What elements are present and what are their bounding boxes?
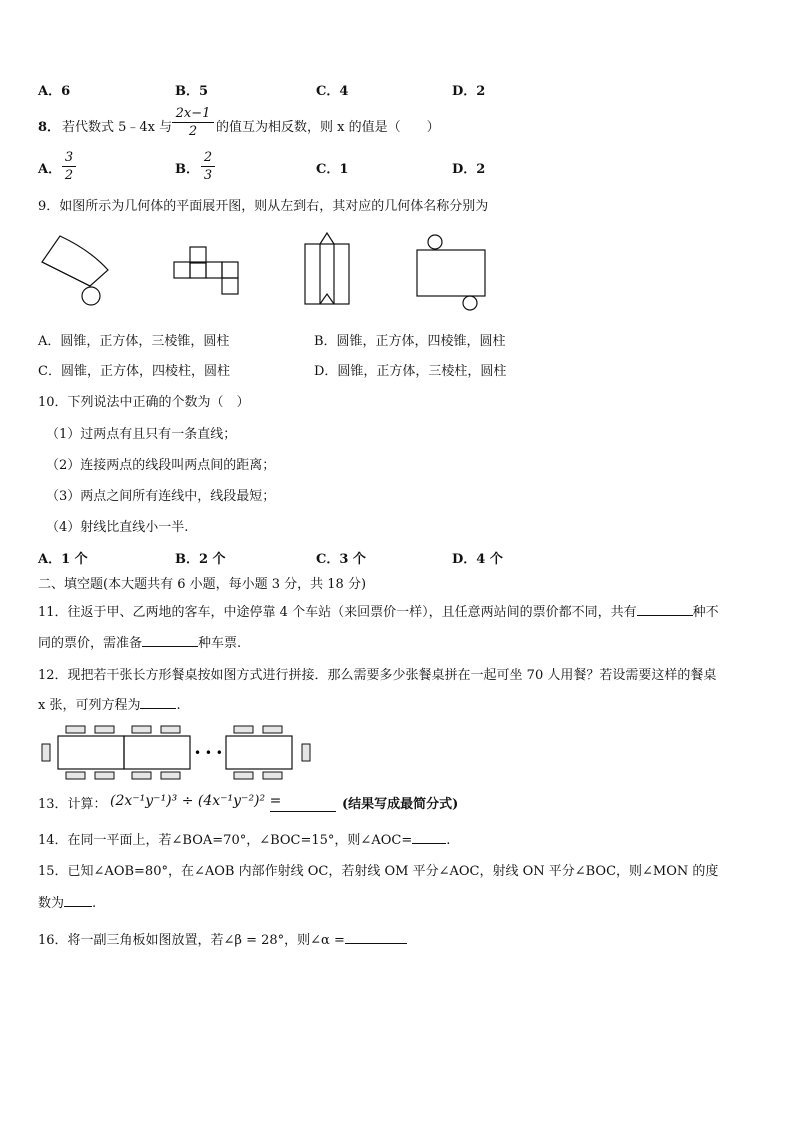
q10-option-d: D．4 个 <box>452 552 503 567</box>
q8-option-a-denominator: 2 <box>64 168 74 183</box>
q7-option-c: C．4 <box>316 84 349 99</box>
q10-option-a: A．1 个 <box>38 552 88 567</box>
q11-line1-post: 种不 <box>692 605 719 620</box>
q10-item-1: （1）过两点有且只有一条直线； <box>46 427 237 442</box>
q8-option-b-denominator: 3 <box>203 168 213 183</box>
q13-label: 13．计算： <box>38 797 107 812</box>
q8-option-c: C．1 <box>316 162 349 177</box>
answer-blank <box>345 943 407 944</box>
q11-line1 <box>38 605 719 621</box>
q8-option-a-label: A． <box>38 162 62 177</box>
q11-line2 <box>38 636 241 652</box>
q10-item-2: （2）连接两点的线段叫两点间的距离； <box>46 458 276 473</box>
q16-pre: 16．将一副三角板如图放置，若∠β = 28°，则∠α = <box>38 933 345 948</box>
q10-option-b: B．2 个 <box>175 552 226 567</box>
q12-line2 <box>38 698 181 714</box>
q8-stem-post: 的值互为相反数，则 x 的值是（ ） <box>216 120 440 135</box>
q8-option-b-label: B． <box>175 162 199 177</box>
q7-option-b: B．5 <box>175 84 209 99</box>
prism-net-figure <box>304 232 352 306</box>
q11-line2-post: 种车票. <box>198 636 242 651</box>
q9-option-b: B．圆锥，正方体，四棱锥，圆柱 <box>314 334 506 349</box>
q12-line2-post: . <box>176 698 181 713</box>
q13-note: (结果写成最简分式) <box>342 797 459 812</box>
q9-stem: 9．如图所示为几何体的平面展开图，则从左到右，其对应的几何体名称分别为 <box>38 199 489 214</box>
q15-line2 <box>38 896 96 912</box>
q13-expression: (2x⁻¹y⁻¹)³ ÷ (4x⁻¹y⁻²)² = <box>110 793 282 809</box>
fraction-bar <box>62 166 76 167</box>
q8-fraction-numerator: 2x−1 <box>175 106 211 121</box>
q15-line2-post: . <box>92 896 97 911</box>
answer-blank <box>64 906 92 907</box>
q8-option-d: D．2 <box>452 162 486 177</box>
q7-option-d: D．2 <box>452 84 486 99</box>
q8-number: 8． <box>38 120 61 135</box>
q8-option-b-fraction <box>201 150 215 183</box>
q8-option-a-fraction <box>62 150 76 183</box>
q11-line1-pre: 11．往返于甲、乙两地的客车，中途停靠 4 个车站（来回票价一样），且任意两站间的票价都不同，共有 <box>38 605 637 620</box>
fraction-bar <box>201 166 215 167</box>
answer-blank <box>270 797 336 812</box>
q8-option-a-numerator: 3 <box>64 150 74 165</box>
q9-option-c: C．圆锥，正方体，四棱柱，圆柱 <box>38 364 230 379</box>
q9-option-d: D．圆锥，正方体，三棱柱，圆柱 <box>314 364 507 379</box>
cube-net-figure <box>174 247 242 297</box>
q8-fraction <box>172 106 214 139</box>
q11-line2-pre: 同的票价，需准备 <box>38 636 143 651</box>
q8-option-b-numerator: 2 <box>203 150 213 165</box>
q9-option-a: A．圆锥，正方体，三棱锥，圆柱 <box>38 334 230 349</box>
fraction-bar <box>172 122 214 123</box>
dining-tables-figure <box>40 724 312 784</box>
q14-pre: 14．在同一平面上，若∠BOA=70°，∠BOC=15°，则∠AOC= <box>38 833 413 848</box>
q14-post: . <box>446 833 451 848</box>
q15-line2-pre: 数为 <box>38 896 65 911</box>
cone-net-figure <box>38 230 118 310</box>
answer-blank <box>412 843 446 844</box>
cylinder-net-figure <box>416 234 488 314</box>
q15-line1: 15．已知∠AOB=80°，在∠AOB 内部作射线 OC，若射线 OM 平分∠AOC，射线 ON 平分∠BOC，则∠MON 的度 <box>38 864 719 879</box>
q10-item-4: （4）射线比直线小一半. <box>46 520 189 535</box>
answer-blank <box>142 646 198 647</box>
q8-stem-pre: 若代数式 5﹣4x 与 <box>62 120 173 135</box>
q16-line <box>38 933 407 949</box>
q12-line2-pre: x 张，可列方程为 <box>38 698 141 713</box>
answer-blank <box>637 615 693 616</box>
continuation-dots: • • • <box>194 746 223 760</box>
q10-item-3: （3）两点之间所有连线中，线段最短； <box>46 489 276 504</box>
q12-line1: 12．现把若干张长方形餐桌按如图方式进行拼接．那么需要多少张餐桌拼在一起可坐 70 人用餐？若设需要这样的餐桌 <box>38 668 717 683</box>
q10-option-c: C．3 个 <box>316 552 366 567</box>
q14-line <box>38 833 450 849</box>
q10-stem: 10．下列说法中正确的个数为（ ） <box>38 395 250 410</box>
section-2-heading: 二、填空题(本大题共有 6 小题，每小题 3 分，共 18 分) <box>38 577 367 592</box>
q8-fraction-denominator: 2 <box>188 124 198 139</box>
answer-blank <box>140 708 176 709</box>
q7-option-a: A．6 <box>38 84 71 99</box>
